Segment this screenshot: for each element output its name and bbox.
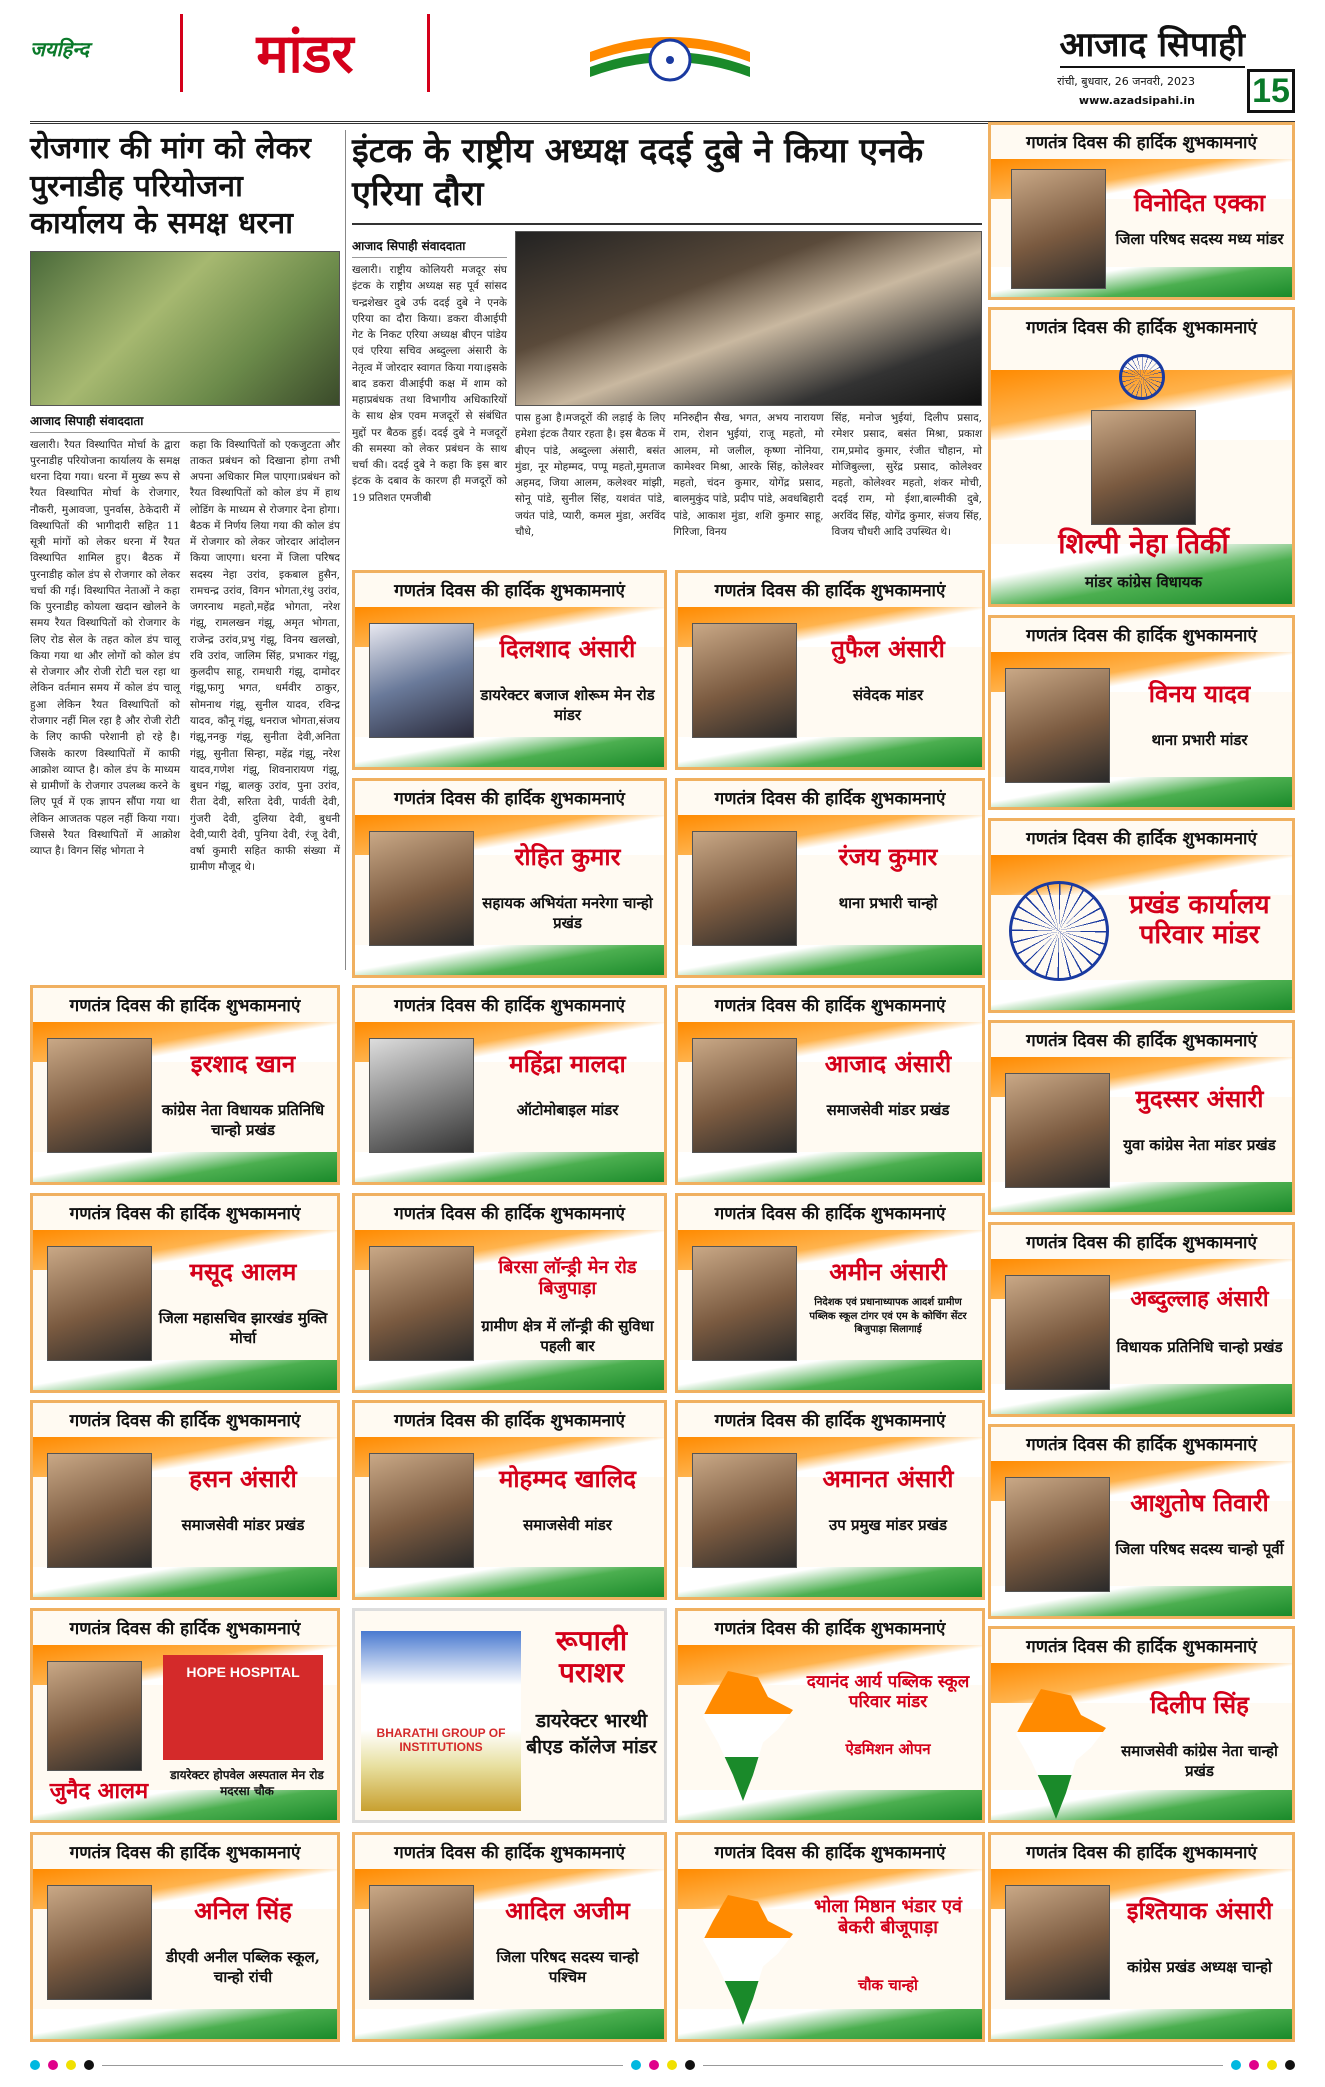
greeting-ad: [30, 1608, 340, 1823]
hospital-sign: HOPE HOSPITAL: [163, 1655, 323, 1760]
ad-name: प्रखंड कार्यालय परिवार मांडर: [1129, 890, 1270, 950]
ad-desc: डायरेक्टर बजाज शोरूम मेन रोड मांडर: [480, 686, 655, 725]
article-1-col1: खलारी। रैयत विस्थापित मोर्चा के द्वारा पुरनाडीह परियोजना कार्यालय के समक्ष धरना दिया गया। धरना में मुख्य रूप से रैयत विस्थापित मोर्चा के रोजगार, नौकरी, मुआवजा, पुनर्वास, ठेकेदारी में विस्थापितों की भागीदारी सहित 11 सूत्री मांगों को लेकर धरना में रैयत विस्थापित शामिल हुए। बैठक में पुरनाडीह कोल डंप से रोजगार को लेकर चर्चा की गई। विस्थापित नेताओं ने कहा कि पुरनाडीह कोयला खदान खोलने के समय रैयत विस्थापितों को रोजगार के लिए रोड सेल के तहत कोल डंप चालू किया गया था और लोगों को कोल डंप से रोजगार और रोजी रोटी चल रहा था लेकिन वर्तमान समय में कोल डंप चालू हुआ लेकिन रैयत विस्थापितों को रोजगार नहीं मिल रहा है और रोजी रोटी के लिए काफी परेशानी हो रहे है। जिसके कारण विस्थापितों में काफी आक्रोश व्याप्त है। कोल डंप के माध्यम से ग्रामीणों के रोजगार उपलब्ध करने के लिए पूर्व में एक ज्ञापन सौंपा गया था लेकिन आजतक पहल नहीं किया गया। जिससे रैयत विस्थापितों में आक्रोश व्याप्त है। विगन सिंह भोगता ने: [30, 438, 180, 858]
person-photo: [47, 1246, 152, 1361]
greeting-header: गणतंत्र दिवस की हार्दिक शुभकामनाएं: [394, 1411, 625, 1431]
paper-name: आजाद सिपाही: [1060, 20, 1245, 68]
person-photo: [1005, 1073, 1110, 1188]
flag-chakra-icon: [590, 22, 750, 92]
greeting-header: गणतंत्र दिवस की हार्दिक शुभकामनाएं: [394, 996, 625, 1016]
greeting-header: गणतंत्र दिवस की हार्दिक शुभकामनाएं: [1026, 1843, 1257, 1863]
greeting-ad: [988, 1222, 1295, 1417]
ad-name: रोहित कुमार: [514, 842, 621, 871]
greeting-ad: [988, 122, 1295, 300]
greeting-ad: [675, 1608, 985, 1823]
ad-desc: ऐडमिशन ओपन: [845, 1740, 931, 1758]
greeting-header: गणतंत्र दिवस की हार्दिक शुभकामनाएं: [714, 1619, 946, 1639]
article-2-col3: मनिरुद्दीन सैख, भगत, अभय नारायण राम, रोशन भुईयां, राजू महतो, मो आलम, मो जलील, कृष्णा नोनिया, कामेश्वर मिश्रा, आरके सिंह, कोलेश्वर महतो, चंदन कुमार, योगेंद्र प्रसाद, बालमुकुंद पांडे, प्रदीप पांडे, अवधबिहारी पांडे, आकाश मुंडा, शशि कुमार साहू, गिरिजा, विनय: [673, 412, 824, 538]
article-2-col2: पास हुआ है।मजदूरों की लड़ाई के लिए हमेशा इंटक तैयार रहता है। इस बैठक में बीएन पांडे, अब्दुल्ला अंसारी, बसंत मुंडा, नूर मोहम्मद, पप्पू महतो,मुमताज अहमद, जिया आलम, कलेश्वर मांझी, सोनू पांडे, सुनील सिंह, यशवंत पांडे, जयंत पांडे, प्यारी, कमल मुंडा, अरविंद चौधे,: [515, 412, 666, 538]
website: www.azadsipahi.in: [1078, 94, 1195, 107]
india-map-icon: [698, 1671, 798, 1801]
ad-desc: चौक चान्हो: [858, 1976, 918, 1994]
ad-name: दयानंद आर्य पब्लिक स्कूल परिवार मांडर: [806, 1672, 970, 1712]
greeting-header: गणतंत्र दिवस की हार्दिक शुभकामनाएं: [394, 1843, 625, 1863]
greeting-ad: [988, 307, 1295, 607]
person-photo: [1005, 1885, 1110, 2000]
greeting-ad: [352, 570, 667, 770]
person-photo: [1011, 169, 1106, 289]
edition-date: रांची, बुधवार, 26 जनवरी, 2023: [1057, 75, 1195, 88]
greeting-header: गणतंत्र दिवस की हार्दिक शुभकामनाएं: [1026, 1637, 1257, 1657]
greeting-ad: [988, 818, 1295, 1013]
person-photo: [1091, 410, 1196, 525]
greeting-ad: [675, 570, 985, 770]
ad-name: महिंद्रा मालदा: [509, 1049, 626, 1078]
ad-name: मुदस्सर अंसारी: [1135, 1084, 1264, 1113]
greeting-header: गणतंत्र दिवस की हार्दिक शुभकामनाएं: [69, 1204, 301, 1224]
article-1-col2: कहा कि विस्थापितों को एकजुटता और ताकत प्रबंधन को दिखाना होगा तभी अपना अधिकार मिल पाएगा।प्रबंधन को रैयत विस्थापितों को कोल डंप में हाथ लोडिंग के माध्यम से रोजगार देना होगा। बैठक में निर्णय लिया गया की कोल डंप में रोजगार को लेकर जोरदार आंदोलन किया जाएगा। धरना में जिला परिषद सदस्य नेहा उरांव, इकबाल हुसैन, रामचन्द्र उरांव, विगन भोगता,रंथु उरांव, जगरनाथ महतो,महेंद्र भोगता, नरेश गंझू, रामलखन गंझू, अमृत भोगता, राजेन्द्र उरांव,प्रभु गंझू, विनय खलखो, रवि उरांव, जालिम सिंह, प्रभाकर गंझू, कुलदीप साहू, रामधारी गंझू, दामोदर गंझू,फागु भगत, धर्मवीर ठाकुर, सोमनाथ गंझू, सुनील यादव, रविन्द्र यादव, कौनू गंझू, धनराज भोगता,संजय गंझू,ननकु गंझू, सुनीता देवी,अनिता गंझू, सुनीता सिन्हा, महेंद्र गंझू, नरेश यादव,गणेश गंझू, शिवनारायण गंझू, बुधन गंझू, बालकु उरांव, पुना उरांव, रीता देवी, सरिता देवी, पार्वती देवी, गुंजरी देवी, दुलिया देवी, बुधनी देवी,प्यारी देवी, पुनिया देवी, रंजू देवी, वर्षा कुमारी सहित काफी संख्या में ग्रामीण मौजूद थे।: [190, 438, 340, 874]
greeting-header: गणतंत्र दिवस की हार्दिक शुभकामनाएं: [394, 581, 625, 601]
person-photo: [369, 623, 474, 738]
article-2-col4: सिंह, मनोज भुईयां, दिलीप प्रसाद, रमेशर प्रसाद, बसंत मिश्रा, प्रकाश राम,प्रमोद कुमार, रंजीत चौहान, मो मोजिबुल्ला, सुरेंद्र प्रसाद, कोलेश्वर महतो, कोलेश्वर महतो, शंकर मोची, ददई राम, मो ईशा,बाल्मीकी दुबे, अरविंद सिंह, योगेंद्र कुमार, संजय सिंह, विजय चौधरी आदि उपस्थित थे।: [831, 412, 982, 538]
person-photo: [47, 1453, 152, 1568]
ad-desc: मांडर कांग्रेस विधायक: [1084, 573, 1203, 591]
ad-name: तुफैल अंसारी: [831, 634, 945, 663]
ad-desc: उप प्रमुख मांडर प्रखंड: [828, 1516, 948, 1534]
ad-desc: संवेदक मांडर: [852, 686, 924, 704]
ad-name: जुनैद आलम: [49, 1778, 149, 1804]
column-divider: [345, 130, 346, 970]
ad-name: भोला मिष्ठान भंडार एवं बेकरी बीजूपाड़ा: [814, 1896, 962, 1938]
college-poster: BHARATHI GROUP OF INSTITUTIONS: [361, 1631, 521, 1811]
ad-desc: जिला महासचिव झारखंड मुक्ति मोर्चा: [158, 1309, 328, 1348]
greeting-header: गणतंत्र दिवस की हार्दिक शुभकामनाएं: [69, 1843, 301, 1863]
greeting-header: गणतंत्र दिवस की हार्दिक शुभकामनाएं: [1026, 626, 1257, 646]
person-photo: [47, 1038, 152, 1153]
ad-name: रूपाली पराशर: [555, 1624, 628, 1690]
protest-photo: [30, 251, 340, 406]
ad-name: अमीन अंसारी: [829, 1257, 947, 1286]
ad-desc: निदेशक एवं प्रधानाध्यापक आदर्श ग्रामीण पब्लिक स्कूल टांगर एवं एम के कोचिंग सेंटर बिजुपाड़ा सिलागाई: [809, 1297, 967, 1335]
greeting-header: गणतंत्र दिवस की हार्दिक शुभकामनाएं: [714, 789, 946, 809]
greeting-header: गणतंत्र दिवस की हार्दिक शुभकामनाएं: [714, 1843, 946, 1863]
ad-name: दिलशाद अंसारी: [499, 634, 636, 663]
greeting-ad: [30, 1400, 340, 1600]
article-1-headline: रोजगार की मांग को लेकर पुरनाडीह परियोजना कार्यालय के समक्ष धरना: [30, 131, 311, 241]
ad-desc: कांग्रेस नेता विधायक प्रतिनिधि चान्हो प्रखंड: [161, 1101, 325, 1140]
ad-desc: जिला परिषद सदस्य चान्हो पश्चिम: [496, 1948, 639, 1987]
ad-name: हसन अंसारी: [189, 1464, 297, 1493]
ad-name: मोहम्मद खालिद: [498, 1464, 637, 1493]
ad-desc: डायरेक्टर भारथी बीएड कॉलेज मांडर: [526, 1710, 657, 1758]
greeting-ad: [988, 615, 1295, 810]
ad-name: आजाद अंसारी: [824, 1049, 952, 1078]
person-photo: [692, 1038, 797, 1153]
ad-name: दिलीप सिंह: [1150, 1690, 1249, 1719]
person-photo: [1005, 668, 1110, 783]
greeting-ad: [675, 985, 985, 1185]
greeting-ad: [988, 1424, 1295, 1619]
greeting-ad: [352, 1193, 667, 1393]
greeting-header: गणतंत्र दिवस की हार्दिक शुभकामनाएं: [1026, 318, 1257, 338]
article-2-byline: आजाद सिपाही संवाददाता: [352, 237, 507, 258]
greeting-ad: [352, 778, 667, 978]
greeting-header: गणतंत्र दिवस की हार्दिक शुभकामनाएं: [1026, 133, 1257, 153]
ad-desc: समाजसेवी मांडर प्रखंड: [181, 1516, 305, 1534]
college-ad: [352, 1608, 667, 1823]
ad-name: अब्दुल्लाह अंसारी: [1130, 1286, 1269, 1312]
greeting-ad: [352, 1400, 667, 1600]
article-1-byline: आजाद सिपाही संवाददाता: [30, 412, 340, 433]
ad-name: शिल्पी नेहा तिर्की: [1058, 527, 1229, 560]
ad-desc: कांग्रेस प्रखंड अध्यक्ष चान्हो: [1127, 1958, 1272, 1976]
ad-desc: समाजसेवी कांग्रेस नेता चान्हो प्रखंड: [1121, 1742, 1278, 1781]
ad-name: इश्तियाक अंसारी: [1126, 1896, 1273, 1925]
person-photo: [692, 1246, 797, 1361]
article-2-headline: इंटक के राष्ट्रीय अध्यक्ष ददई दुबे ने किया एनके एरिया दौरा: [352, 130, 982, 225]
person-photo: [369, 1038, 474, 1153]
ad-desc: समाजसेवी मांडर प्रखंड: [826, 1101, 950, 1119]
ashoka-chakra-icon: [1009, 881, 1109, 981]
greeting-header: गणतंत्र दिवस की हार्दिक शुभकामनाएं: [714, 581, 946, 601]
greeting-ad: [988, 1626, 1295, 1823]
jai-hind-logo: जयहिन्द: [30, 39, 90, 61]
ad-name: अनिल सिंह: [194, 1896, 292, 1925]
greeting-ad: [30, 985, 340, 1185]
ad-desc: थाना प्रभारी मांडर: [1151, 731, 1248, 749]
person-photo: [692, 623, 797, 738]
masthead: [30, 14, 1295, 124]
ad-desc: जिला परिषद सदस्य मध्य मांडर: [1115, 230, 1284, 248]
ad-name: इरशाद खान: [190, 1049, 296, 1078]
person-photo: [47, 1885, 152, 2000]
greeting-ad: [352, 985, 667, 1185]
person-photo: [47, 1661, 142, 1771]
ad-name: बिरसा लॉन्ड्री मेन रोड बिजुपाड़ा: [498, 1257, 637, 1299]
news-article-2: [352, 130, 982, 540]
greeting-ad: [675, 1400, 985, 1600]
india-map-icon: [698, 1895, 798, 2025]
greeting-header: गणतंत्र दिवस की हार्दिक शुभकामनाएं: [394, 789, 625, 809]
greeting-ad: [988, 1832, 1295, 2042]
section-title: मांडर: [180, 14, 430, 92]
person-photo: [1005, 1275, 1110, 1390]
person-photo: [1005, 1477, 1110, 1592]
greeting-header: गणतंत्र दिवस की हार्दिक शुभकामनाएं: [714, 1411, 946, 1431]
ad-desc: ऑटोमोबाइल मांडर: [516, 1101, 619, 1119]
article-2-col1: खलारी। राष्ट्रीय कोलियरी मजदूर संघ इंटक के राष्ट्रीय अध्यक्ष सह पूर्व सांसद चन्द्रशेखर दुबे उर्फ ददई दुबे ने एनके एरिया का दौरा किया। डकरा वीआईपी गेट के निकट एरिया अध्यक्ष बीएन पांडेय एवं एरिया सचिव अब्दुल्ला अंसारी के नेतृत्व में जोरदार स्वागत किया गया।इसके बाद डकरा वीआईपी कक्ष में शाम को महाप्रबंधक तथा विभागीय अधिकारियों के साथ क्षेत्र एवम मजदूरों से संबंधित मुद्दों पर बैठक हुई। ददई दुबे ने मजदूरों की समस्या को लेकर प्रबंधन के साथ चर्चा की। ददई दुबे ने कहा कि इस बार इंटक के दबाव के कारण ही मजदूरों को 19 प्रतिशत एमजीबी: [352, 264, 507, 504]
person-photo: [369, 1885, 474, 2000]
greeting-header: गणतंत्र दिवस की हार्दिक शुभकामनाएं: [1026, 1233, 1257, 1253]
ad-desc: समाजसेवी मांडर: [523, 1516, 612, 1534]
person-photo: [369, 1453, 474, 1568]
greeting-header: गणतंत्र दिवस की हार्दिक शुभकामनाएं: [714, 996, 946, 1016]
greeting-header: गणतंत्र दिवस की हार्दिक शुभकामनाएं: [1026, 829, 1257, 849]
ad-name: आदिल अजीम: [505, 1896, 630, 1925]
greeting-header: गणतंत्र दिवस की हार्दिक शुभकामनाएं: [69, 1411, 301, 1431]
greeting-ad: [675, 778, 985, 978]
greeting-header: गणतंत्र दिवस की हार्दिक शुभकामनाएं: [69, 996, 301, 1016]
ad-desc: विधायक प्रतिनिधि चान्हो प्रखंड: [1116, 1338, 1283, 1356]
greeting-header: गणतंत्र दिवस की हार्दिक शुभकामनाएं: [69, 1619, 301, 1639]
person-photo: [692, 831, 797, 946]
person-photo: [692, 1453, 797, 1568]
greeting-ad: [30, 1193, 340, 1393]
ad-name: रंजय कुमार: [838, 842, 938, 871]
person-photo: [369, 1246, 474, 1361]
greeting-header: गणतंत्र दिवस की हार्दिक शुभकामनाएं: [1026, 1435, 1257, 1455]
ad-name: मसूद आलम: [189, 1257, 297, 1286]
person-photo: [369, 831, 474, 946]
ad-desc: जिला परिषद सदस्य चान्हो पूर्वी: [1115, 1540, 1284, 1558]
ad-name: विनोदित एक्का: [1133, 188, 1266, 217]
ad-desc: थाना प्रभारी चान्हो: [838, 894, 938, 912]
ad-desc: सहायक अभियंता मनरेगा चान्हो प्रखंड: [482, 894, 653, 933]
greeting-header: गणतंत्र दिवस की हार्दिक शुभकामनाएं: [1026, 1031, 1257, 1051]
ad-desc: डायरेक्टर होपवेल अस्पताल मेन रोड मदरसा चौक: [170, 1768, 324, 1799]
page-number: 15: [1247, 69, 1295, 113]
greeting-ad: [675, 1193, 985, 1393]
registration-marks: [30, 2058, 1295, 2072]
ad-name: विनय यादव: [1148, 679, 1251, 708]
greeting-ad: [675, 1832, 985, 2042]
inspection-photo: [515, 231, 982, 406]
greeting-ad: [30, 1832, 340, 2042]
ad-desc: युवा कांग्रेस नेता मांडर प्रखंड: [1123, 1136, 1276, 1154]
greeting-header: गणतंत्र दिवस की हार्दिक शुभकामनाएं: [714, 1204, 946, 1224]
greeting-ad: [352, 1832, 667, 2042]
greeting-header: गणतंत्र दिवस की हार्दिक शुभकामनाएं: [394, 1204, 625, 1224]
ad-desc: ग्रामीण क्षेत्र में लॉन्ड्री की सुविधा पहली बार: [481, 1317, 654, 1356]
ad-name: आशुतोष तिवारी: [1130, 1488, 1269, 1517]
ashoka-chakra-icon: [1119, 354, 1165, 400]
ad-desc: डीएवी अनील पब्लिक स्कूल, चान्हो रांची: [166, 1948, 320, 1987]
ad-name: अमानत अंसारी: [822, 1464, 954, 1493]
news-article-1: [30, 130, 340, 876]
greeting-ad: [988, 1020, 1295, 1215]
